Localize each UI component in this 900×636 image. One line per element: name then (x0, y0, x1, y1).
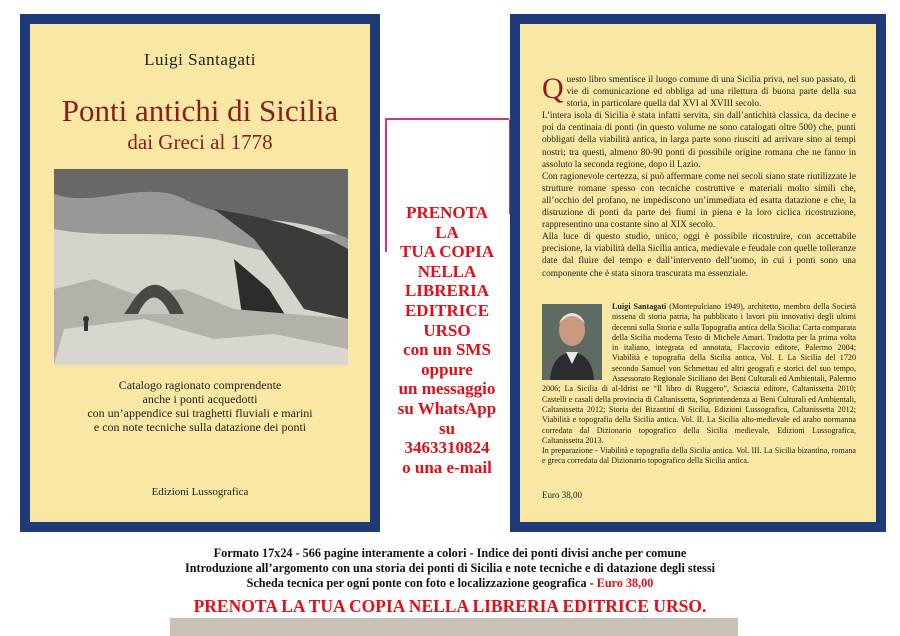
intro-text: uesto libro smentisce il luogo comune di una Sicilia priva, nel suo passato, di vie di comunicazione ed obbliga ad una rilettura di buona parte della sua storia, in particolare quella dal XVI al XVIII secolo. (566, 75, 856, 110)
description-line: con un’appendice sui traghetti fluviali e marini (87, 406, 313, 420)
book-title: Ponti antichi di Sicilia (61, 93, 339, 128)
cta-line: NELLA (417, 261, 477, 281)
drop-cap: Q (542, 72, 564, 105)
bio-preparation: In preparazione - Viabilità e topografia della Sicilia antica. Vol. III. La Sicilia bizantina, romana e greca corredata dal Dizionario topografico della Sicilia antica. (542, 446, 856, 466)
back-cover (510, 14, 886, 532)
footer-price: Euro 38,00 (596, 576, 654, 590)
description-line: Catalogo ragionato comprendente (118, 378, 282, 392)
cta-line: TUA COPIA (400, 242, 494, 262)
footer-line: Introduzione all’argomento con una storia dei ponti di Sicilia e note tecniche e di datazione degli stessi (185, 561, 715, 575)
footer-info (0, 546, 900, 591)
cta-line: EDITRICE (404, 300, 490, 320)
bio-body: (Montepulciano 1949), architetto, membro della Società nissena di storia patria, ha pubblicato i lavori più innovativi degli ultimi decenni sulla Storia e sulla Topografia antica della Sicilia: Carta comparata della Sicilia moderna Testo di Michele Amari. Tradotta per la prima volta in italiano, integrata ed annotata, Flaccovio editore, Palermo 2004; Viabilità e topografia della Sicilia antica, Vol. I. La Sicilia del 1720 secondo Samuel von Schmettau ed altri geografi e storici del suo tempo, Assessorato Regionale Siciliano dei Beni Culturali ed Ambientali, Palermo 2006; La Sicilia di al-Idrisi ne “Il libro di Ruggero”, Sciascia editore, Caltanissetta 2010; Castelli e casali della provincia di Caltanissetta, Soprintendenza ai Beni Culturali ed Ambientali, Caltanissetta 2012; Storia dei Bizantini di Sicilia, Edizioni Lussografica, Caltanissetta 2012; Viabilità e topografia della Sicilia antica. Vol. II. La Sicilia alto-medievale ed arabo normanna corredata dal Dizionario topografico della Sicilia medievale, Edizioni Lussografica, Caltanissetta 2013. (542, 302, 856, 445)
cta-line: su (438, 418, 456, 438)
phone-number: 3463310824 (404, 438, 490, 458)
cover-description (30, 378, 370, 434)
author-bio (542, 302, 856, 467)
cta-line: con un SMS (403, 340, 491, 360)
back-price: Euro 38,00 (542, 490, 582, 500)
cta-line: un messaggio (398, 379, 496, 399)
cover-author: Luigi Santagati (144, 50, 256, 69)
cta-line: LIBRERIA (404, 281, 490, 301)
footer-cta: PRENOTA LA TUA COPIA NELLA LIBRERIA EDITRICE URSO. (193, 596, 707, 616)
description-line: e con note tecniche sulla datazione dei ponti (93, 420, 307, 434)
back-cover-text (542, 74, 856, 280)
back-cover-paper (520, 24, 876, 522)
cta-line: oppure (421, 359, 473, 379)
front-cover-paper (30, 24, 370, 522)
cta-line: URSO (423, 320, 471, 340)
intro-paragraph (542, 74, 856, 110)
publisher: Edizioni Lussografica (151, 486, 249, 498)
bio-name: Luigi Santagati (612, 302, 667, 311)
author-photo (542, 304, 602, 380)
paragraph: L’intera isola di Sicilia è stata infatti servita, sin dall’antichità classica, da decine e poi da centinaia di ponti (in questo volume ne sono catalogati oltre 500) che, punti obbligati della viabilità antica, in larga parte sono riusciti ad arrivare sino ai tempi nostri; tra questi, almeno 80-90 ponti di possibile origine romana che ne fanno in assoluto la seconda regione, dopo il Lazio. (542, 111, 856, 170)
front-cover (20, 14, 380, 532)
footer-line (0, 576, 900, 591)
cta-line: PRENOTA (406, 203, 488, 222)
footer-line-text: Scheda tecnica per ogni ponte con foto e localizzazione geografica - (246, 576, 597, 590)
paragraph: Alla luce di questo studio, unico, oggi è possibile ricostruire, con accettabile precisione, la viabilità della Sicilia antica, medievale e feudale con quelle tolleranze date dal fluire del tempo e dall’intervento dell’uomo, in cui i ponti sono una componente che è stata sinora trascurata ma essenziale. (542, 232, 856, 279)
book-subtitle: dai Greci al 1778 (127, 130, 273, 154)
bottom-bar (170, 618, 738, 636)
cta-line: o una e-mail (402, 457, 492, 477)
paragraph: Con ragionevole certezza, si può affermare come nei secoli siano state riutilizzate le strutture romane spesso con tecniche costruttive e materiali molto simili che, all’occhio del profano, ne impediscono un’immediata ed esatta datazione e che, la distruzione di ponti da parte dei fiumi in piena e la loro ciclica ricostruzione, rappresentino una costante sino al XIX secolo. (542, 171, 856, 231)
call-to-action (383, 203, 511, 477)
cta-line: su WhatsApp (397, 398, 497, 418)
cta-line: LA (435, 222, 459, 242)
footer-line: Formato 17x24 - 566 pagine interamente a colori - Indice dei ponti divisi anche per comune (213, 546, 687, 560)
bridge-illustration (54, 169, 348, 365)
description-line: anche i ponti acquedotti (142, 392, 258, 406)
